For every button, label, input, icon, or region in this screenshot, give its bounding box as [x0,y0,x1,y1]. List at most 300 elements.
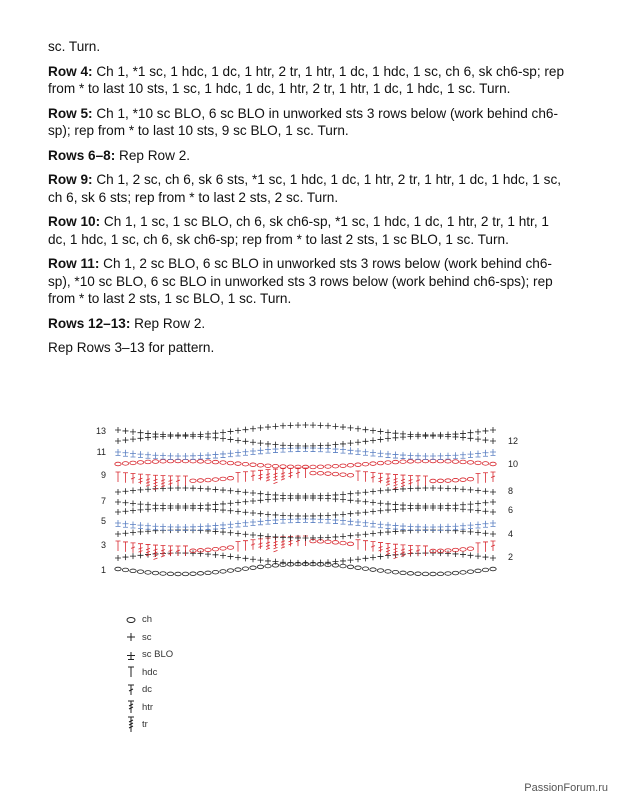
sc-blo-stitch [355,448,361,455]
tall-stitch [176,476,181,486]
tall-stitch [168,546,173,556]
sc-stitch [145,502,151,508]
chain-stitch [325,540,331,544]
sc-blo-stitch [205,523,211,530]
sc-blo-stitch [340,518,346,525]
sc-stitch [138,487,144,493]
legend-label: sc [142,631,152,643]
tall-stitch [266,538,271,550]
sc-blo-stitch [235,450,241,457]
sc-stitch [340,497,346,503]
sc-stitch [378,500,384,506]
sc-blo-stitch [250,519,256,526]
sc-stitch [363,438,369,444]
row-label: Row 5: [48,105,93,121]
sc-blo-stitch [348,518,354,525]
sc-stitch [145,430,151,436]
chain-stitch [460,460,466,464]
tall-stitch [483,473,488,483]
chain-stitch [460,478,466,482]
sc-blo-stitch [198,524,204,531]
sc-stitch [280,423,286,429]
tall-stitch [183,546,188,556]
sc-stitch [348,497,354,503]
sc-blo-stitch [363,520,369,527]
sc-stitch [468,529,474,535]
sc-blo-stitch [153,523,159,530]
tall-stitch [371,542,376,552]
sc-stitch [340,533,346,539]
tall-stitch [386,474,391,486]
sc-stitch [318,422,324,428]
sc-blo-stitch [258,518,264,525]
chain-stitch [325,465,331,469]
instruction-line-0: sc. Turn. [48,39,101,54]
sc-stitch [438,550,444,556]
tall-stitch [416,546,421,556]
sc-stitch [483,508,489,514]
htr-symbol-icon [120,699,142,715]
chain-stitch [475,569,481,573]
tall-stitch [138,474,143,484]
legend-item-tr [120,716,173,734]
sc-stitch [475,488,481,494]
sc-stitch [333,442,339,448]
tall-stitch [386,543,391,555]
tall-stitch [363,472,368,482]
tall-stitch [483,542,488,552]
sc-stitch [348,511,354,517]
sc-stitch [265,491,271,497]
chain-stitch [355,463,361,467]
chain-stitch [332,464,338,468]
tr-symbol-icon [120,716,142,733]
chain-stitch [115,462,121,466]
sc-stitch [310,422,316,428]
chain-stitch [205,460,211,464]
sc-stitch [348,440,354,446]
chain-stitch [400,460,406,464]
sc-stitch [168,432,174,438]
sc-stitch [348,425,354,431]
instruction-repeat: Rep Rows 3–13 for pattern. [48,340,215,355]
sc-stitch [258,511,264,517]
sc-stitch [205,502,211,508]
chain-stitch [205,548,211,552]
sc-stitch [355,439,361,445]
sc-blo-stitch [115,520,121,527]
chain-stitch [422,572,428,576]
sc-stitch [483,530,489,536]
sc-stitch [138,430,144,436]
sc-stitch [213,502,219,508]
chain-stitch [482,568,488,572]
chain-stitch [190,479,196,483]
sc-stitch [243,438,249,444]
row-text: Ch 1, *1 sc, 1 hdc, 1 dc, 1 htr, 2 tr, 1 htr, 1 dc, 1 hdc, 1 sc, ch 6, sk ch6-sp; rep from * to last 10 sts, 1 sc, 1 hdc, 1 dc, 1 htr, 2 tr, 1 htr, 1 dc, 1 hdc, 1 sc. Turn. [48,63,565,96]
sc-stitch [115,555,121,561]
sc-stitch [220,487,226,493]
chain-stitch [220,477,226,481]
sc-blo-stitch [138,451,144,458]
sc-stitch [378,436,384,442]
sc-stitch [303,422,309,428]
chain-stitch [265,464,271,468]
tall-stitch [266,470,271,482]
chain-stitch [415,572,421,576]
tall-stitch [356,540,361,550]
chain-stitch [205,478,211,482]
chain-stitch [467,477,473,481]
sc-blo-stitch [235,521,241,528]
sc-stitch [123,508,129,514]
chain-stitch [115,567,121,571]
tall-stitch [116,472,121,482]
legend-label: hdc [142,666,158,678]
chain-stitch [130,461,136,465]
sc-stitch [258,440,264,446]
chain-stitch [152,571,158,575]
sc-stitch [348,491,354,497]
chain-stitch [332,472,338,476]
sc-stitch [235,530,241,536]
sc-stitch [280,442,286,448]
chain-stitch [437,459,443,463]
sc-stitch [415,485,421,491]
sc-stitch [123,554,129,560]
sc-stitch [228,530,234,536]
tall-stitch [476,543,481,553]
chain-stitch [175,572,181,576]
sc-blo-stitch [115,449,121,456]
tall-stitch [236,542,241,552]
sc-stitch [318,513,324,519]
row-text: Rep Row 2. [119,147,191,163]
tall-stitch [258,539,263,549]
sc-stitch [430,432,436,438]
sc-stitch [475,500,481,506]
row-label: Row 10: [48,214,101,229]
sc-stitch [453,502,459,508]
sc-stitch [475,553,481,559]
sc-stitch [258,533,264,539]
chain-stitch [212,547,218,551]
chain-stitch [152,460,158,464]
sc-stitch [325,512,331,518]
sc-blo-stitch [258,447,264,454]
sc-stitch [483,554,489,560]
sc-blo-stitch [198,453,204,460]
sc-stitch [250,498,256,504]
sc-blo-stitch [265,447,271,454]
sc-stitch [355,498,361,504]
sc-stitch [243,531,249,537]
sc-stitch [325,559,331,565]
sc-stitch [475,436,481,442]
sc-stitch [280,559,286,565]
sc-stitch [280,534,286,540]
sc-stitch [415,432,421,438]
sc-stitch [318,560,324,566]
sc-blo-stitch [393,452,399,459]
sc-stitch [483,488,489,494]
sc-stitch [370,428,376,434]
chain-stitch [235,462,241,466]
tall-stitch [408,476,413,486]
tall-stitch [476,473,481,483]
sc-stitch [408,503,414,509]
sc-stitch [325,423,331,429]
sc-blo-stitch [243,449,249,456]
sc-stitch [123,428,129,434]
sc-stitch [333,512,339,518]
chain-stitch [437,479,443,483]
sc-blo-stitch [265,518,271,525]
sc-stitch [378,530,384,536]
chain-stitch [190,572,196,576]
sc-stitch [250,490,256,496]
sc-stitch [468,487,474,493]
legend-label: htr [142,701,154,713]
sc-stitch [363,509,369,515]
sc-stitch [190,485,196,491]
sc-stitch [130,500,136,506]
sc-stitch [228,488,234,494]
sc-stitch [475,530,481,536]
sc-stitch [220,529,226,535]
chain-stitch [317,471,323,475]
sc-stitch [423,432,429,438]
sc-stitch [370,437,376,443]
row-number-8: 8 [508,486,514,496]
chain-stitch [407,572,413,576]
sc-stitch [385,553,391,559]
tall-stitch [356,471,361,481]
sc-stitch [288,493,294,499]
sc-stitch [258,491,264,497]
sc-stitch [370,488,376,494]
sc-stitch [430,485,436,491]
sc-stitch [385,507,391,513]
sc-stitch [130,530,136,536]
chain-stitch [392,570,398,574]
chain-stitch [490,462,496,466]
sc-blo-stitch [333,517,339,524]
sc-stitch [273,423,279,429]
sc-stitch [123,530,129,536]
legend-item-hdc [120,664,173,682]
sc-stitch [310,560,316,566]
sc-stitch [325,492,331,498]
sc-stitch [288,535,294,541]
sc-blo-stitch [385,522,391,529]
chain-stitch [445,479,451,483]
sc-blo-stitch [400,523,406,530]
chain-stitch [242,567,248,571]
instruction-row-11 [48,255,570,308]
sc-blo-stitch [460,523,466,530]
sc-stitch [138,507,144,513]
sc-stitch [363,531,369,537]
sc-blo-stitch [220,522,226,529]
tall-stitch [378,543,383,553]
sc-stitch [123,500,129,506]
sc-stitch [393,502,399,508]
sc-stitch [288,560,294,566]
sc-blo-stitch [423,524,429,531]
tall-stitch [243,541,248,551]
chart-stitches [115,422,496,576]
sc-stitch [400,431,406,437]
chain-stitch [415,459,421,463]
sc-stitch [175,432,181,438]
sc-stitch [115,438,121,444]
chain-stitch [445,459,451,463]
chain-stitch [362,462,368,466]
legend-label: dc [142,684,153,696]
sc-stitch [355,532,361,538]
sc-stitch [460,552,466,558]
row-number-1: 1 [100,565,106,575]
sc-stitch [325,534,331,540]
sc-blo-stitch [415,453,421,460]
chain-stitch [227,461,233,465]
row-text: Ch 1, 2 sc BLO, 6 sc BLO in unworked sts 3 rows below (work behind ch6-sp), *10 sc BLO, 6 sc BLO in unworked sts 3 rows below (work behind ch6-sps); rep from * to last 2 sts, 1 sc BLO, 1 sc. Turn. [48,256,553,306]
sc-stitch [310,513,316,519]
chain-stitch [272,464,278,468]
chain-stitch [310,465,316,469]
tall-stitch [423,476,428,486]
sc-blo-stitch [145,523,151,530]
sc-stitch [385,501,391,507]
legend-label: ch [142,614,153,626]
sc-stitch [243,427,249,433]
tall-stitch [401,475,406,487]
crochet-stitch-chart [90,416,530,586]
chain-stitch [377,461,383,465]
sc-blo-stitch [250,448,256,455]
chain-stitch [467,570,473,574]
sc-stitch [490,555,496,561]
chain-stitch [347,463,353,467]
sc-stitch [363,499,369,505]
tall-stitch [146,475,151,487]
watermark: PassionForum.ru [524,782,608,794]
sc-stitch [130,508,136,514]
sc-blo-stitch [483,450,489,457]
row-number-12: 12 [508,436,519,446]
sc-stitch [280,492,286,498]
sc-stitch [220,429,226,435]
chain-stitch [340,473,346,477]
sc-stitch [190,550,196,556]
tall-stitch [138,544,143,554]
sc-stitch [235,508,241,514]
sc-stitch [333,492,339,498]
sc-stitch [355,556,361,562]
sc-blo-stitch [213,523,219,530]
row-text: Ch 1, 2 sc, ch 6, sk 6 sts, *1 sc, 1 hdc, 1 dc, 1 htr, 2 tr, 1 htr, 1 dc, 1 hdc, 1 sc, ch 6, sk 6 sts; rep from * to last 2 sts, 2 sc. Turn. [48,172,562,205]
sc-blo-stitch [475,521,481,528]
sc-stitch [198,503,204,509]
row-label: Row 11: [48,256,100,271]
sc-stitch [453,431,459,437]
chain-stitch [212,478,218,482]
sc-stitch [490,509,496,515]
tall-stitch [491,541,496,551]
sc-stitch [318,493,324,499]
sc-blo-stitch [490,449,496,456]
chain-stitch [205,571,211,575]
sc-stitch [228,508,234,514]
chain-stitch [227,476,233,480]
instruction-rows-12-13 [48,315,570,333]
sc-stitch [355,490,361,496]
chain-stitch [220,461,226,465]
legend-label: sc BLO [142,649,174,661]
sc-stitch [115,427,121,433]
sc-stitch [280,512,286,518]
row-number-6: 6 [508,505,514,515]
tall-stitch [183,476,188,486]
sc-blo-symbol-icon [120,649,142,661]
sc-stitch [468,552,474,558]
chain-stitch [437,572,443,576]
sc-stitch [490,438,496,444]
chain-stitch [467,547,473,551]
sc-stitch [235,437,241,443]
chain-stitch [145,460,151,464]
sc-blo-stitch [348,447,354,454]
sc-stitch [183,432,189,438]
sc-blo-stitch [213,452,219,459]
sc-stitch [138,501,144,507]
sc-stitch [168,485,174,491]
tall-stitch [416,476,421,486]
chain-stitch [190,459,196,463]
sc-stitch [333,423,339,429]
row-number-5: 5 [100,516,106,526]
sc-stitch [393,430,399,436]
row-label: Row 9: [48,172,93,187]
sc-blo-stitch [175,453,181,460]
sc-stitch [295,422,301,428]
sc-stitch [115,509,121,515]
sc-stitch [408,485,414,491]
sc-blo-stitch [168,524,174,531]
chain-stitch [452,571,458,575]
chain-stitch [430,479,436,483]
chain-stitch [167,459,173,463]
sc-stitch [273,512,279,518]
sc-blo-stitch [138,522,144,529]
sc-stitch [228,436,234,442]
row-number-13: 13 [95,426,106,436]
sc-stitch [258,557,264,563]
sc-stitch [468,430,474,436]
chain-stitch [385,570,391,574]
chain-stitch [490,567,496,571]
sc-stitch [483,500,489,506]
sc-blo-stitch [160,524,166,531]
sc-stitch [265,441,271,447]
sc-symbol-icon [120,631,142,643]
sc-blo-stitch [363,449,369,456]
sc-stitch [288,443,294,449]
chain-stitch [467,461,473,465]
chain-stitch [400,571,406,575]
sc-stitch [265,558,271,564]
